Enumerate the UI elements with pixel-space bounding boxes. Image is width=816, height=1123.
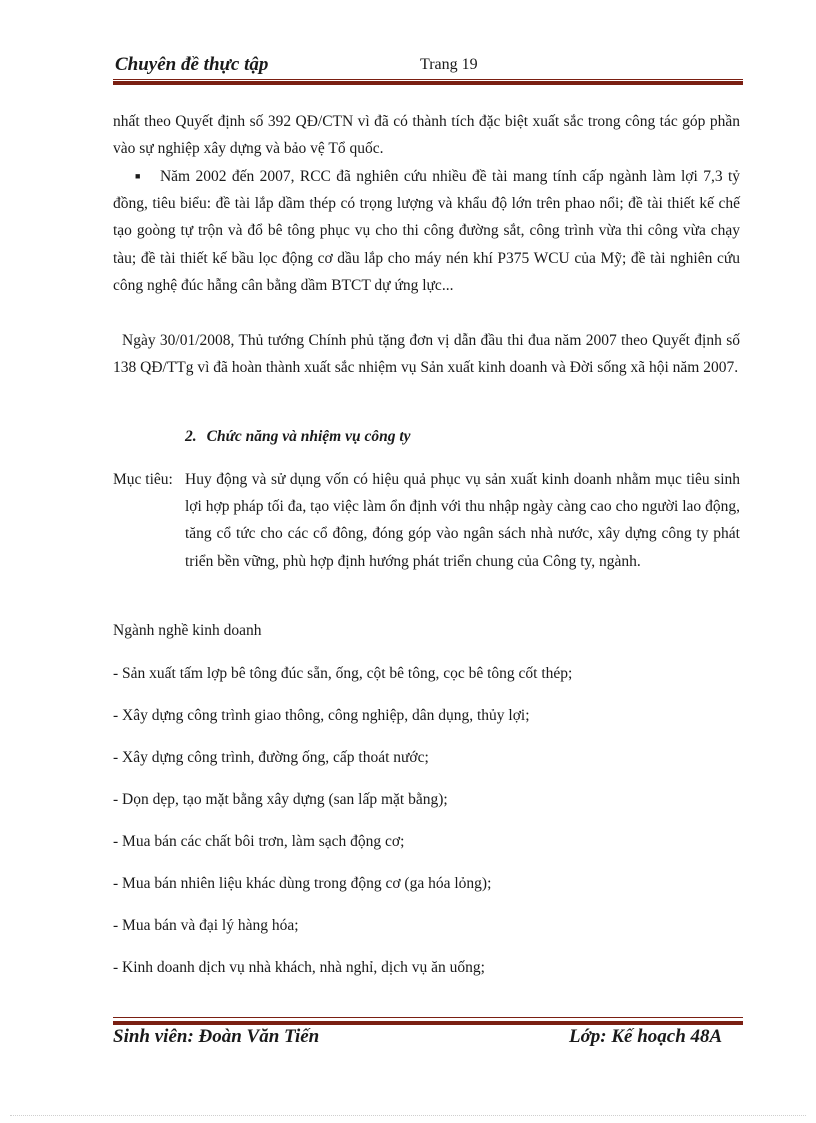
goal-label: Mục tiêu: [113, 471, 173, 488]
business-item: - Mua bán các chất bôi trơn, làm sạch động cơ; [113, 833, 405, 850]
page-header [113, 54, 743, 78]
section-title: Chức năng và nhiệm vụ công ty [206, 428, 411, 445]
footer-rule-thin [113, 1017, 743, 1018]
paragraph-research [113, 163, 740, 299]
paragraph-award: nhất theo Quyết định số 392 QĐ/CTN vì đã có thành tích đặc biệt xuất sắc trong công tác góp phần vào sự nghiệp xây dựng và bảo vệ Tổ quốc. [113, 113, 740, 158]
header-title: Chuyên đề thực tập [115, 54, 269, 75]
business-heading: Ngành nghề kinh doanh [113, 622, 262, 639]
goal-body: động và sử dụng vốn có hiệu quả phục vụ sản xuất kinh doanh nhằm mục tiêu sinh lợi hợp pháp tối đa, tạo việc làm ổn định với thu nhập ngày càng cao cho người lao động, tăng cổ tức cho các cổ đông, đóng góp vào ngân sách nhà nước, xây dựng công ty phát triển bền vững, phù hợp định hướng phát triển chung của Công ty, ngành. [185, 471, 741, 570]
paragraph-emulation: Ngày 30/01/2008, Thủ tướng Chính phủ tặng đơn vị dẫn đầu thi đua năm 2007 theo Quyết định số 138 QĐ/TTg vì đã hoàn thành xuất sắc nhiệm vụ Sản xuất kinh doanh và Đời sống xã hội năm 2007. [113, 332, 740, 377]
business-item: - Kinh doanh dịch vụ nhà khách, nhà nghỉ, dịch vụ ăn uống; [113, 959, 485, 976]
section-number: 2. [185, 428, 197, 445]
business-item: - Xây dựng công trình giao thông, công nghiệp, dân dụng, thủy lợi; [113, 707, 530, 724]
page-number: Trang 19 [420, 56, 478, 73]
goal-first-word: Huy [185, 471, 212, 488]
business-item: - Mua bán và đại lý hàng hóa; [113, 917, 299, 934]
business-item: - Xây dựng công trình, đường ống, cấp thoát nước; [113, 749, 429, 766]
bullet-square-icon: ■ [135, 171, 142, 181]
footer-rule-thick [113, 1021, 743, 1025]
header-rule-thin [113, 79, 743, 80]
section-heading [185, 428, 411, 446]
paragraph-research-text: Năm 2002 đến 2007, RCC đã nghiên cứu nhiều đề tài mang tính cấp ngành làm lợi 7,3 tỷ đồng, tiêu biểu: đề tài lắp dầm thép có trọng lượng và khẩu độ lớn trên phao nổi; đề tài thiết kế chế tạo goòng tự trộn và đổ bê tông phục vụ cho thi công đường sắt, công trình vừa thi công vừa chạy tàu; đề tài thiết kế bầu lọc động cơ dầu lắp cho máy nén khí P375 WCU của Mỹ; đề tài nghiên cứu công nghệ đúc hẫng cân bằng dầm BTCT dự ứng lực... [113, 168, 741, 294]
footer-student: Sinh viên: Đoàn Văn Tiến [113, 1026, 320, 1047]
footer-class: Lớp: Kế hoạch 48A [569, 1026, 723, 1047]
business-item: - Dọn dẹp, tạo mặt bằng xây dựng (san lấp mặt bằng); [113, 791, 448, 808]
header-rule-thick [113, 81, 743, 85]
business-item: - Sản xuất tấm lợp bê tông đúc sẵn, ống, cột bê tông, cọc bê tông cốt thép; [113, 665, 573, 682]
page-bottom-border [10, 1115, 806, 1116]
business-item: - Mua bán nhiên liệu khác dùng trong động cơ (ga hóa lỏng); [113, 875, 492, 892]
goal-text [185, 466, 740, 575]
